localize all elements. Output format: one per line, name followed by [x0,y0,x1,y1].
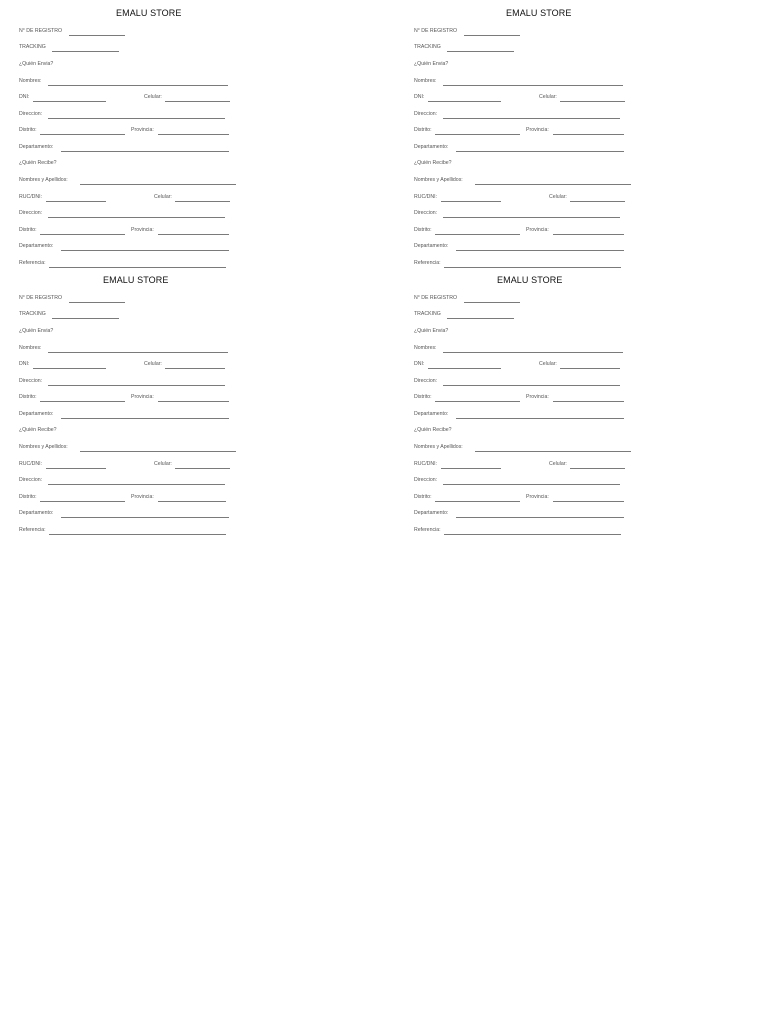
label-nombres-apellidos: Nombres y Apellidos: [19,444,68,450]
label-tracking: TRACKING [19,311,46,317]
label-distrito: Distrito: [19,494,37,500]
label-direccion: Direccion: [19,111,43,117]
input-line-provincia[interactable] [553,234,624,235]
card-title: EMALU STORE [506,8,572,18]
label-dni: DNI: [414,361,425,367]
card-title: EMALU STORE [116,8,182,18]
input-line-nombres-apellidos[interactable] [475,184,631,185]
label-nombres: Nombres: [19,78,42,84]
field-tracking [414,44,654,54]
input-line-direccion[interactable] [48,118,225,119]
input-line-distrito[interactable] [40,401,125,402]
label-departamento: Departamento: [19,411,54,417]
section-quien-envia [414,61,654,71]
label-tracking: TRACKING [19,44,46,50]
field-direccion [414,111,654,121]
input-line-ruc-dni[interactable] [46,468,106,469]
input-line-ruc-dni[interactable] [441,201,501,202]
field-departamento [414,144,654,154]
label-distrito: Distrito: [19,127,37,133]
label-nombres: Nombres: [19,345,42,351]
field-dni-celular [414,94,654,104]
label-celular: Celular: [539,94,557,100]
input-line-dni[interactable] [33,368,106,369]
field-departamento [414,510,654,520]
input-line-nombres[interactable] [48,85,228,86]
card-title: EMALU STORE [497,275,563,285]
field-dni-celular [19,361,259,371]
label-registro: N° DE REGISTRO [19,295,63,301]
label-referencia: Referencia: [414,527,441,533]
field-nombres-apellidos [19,177,259,187]
label-provincia: Provincia: [526,494,549,500]
field-nombres [19,345,259,355]
input-line-departamento[interactable] [61,250,229,251]
input-line-provincia[interactable] [158,134,229,135]
label-dni: DNI: [19,361,30,367]
field-referencia [414,260,654,270]
label-quien-recibe: ¿Quién Recibe? [414,427,452,433]
field-ruc-celular [19,461,259,471]
label-registro: N° DE REGISTRO [19,28,63,34]
field-ruc-celular [414,461,654,471]
field-distrito-provincia [414,394,654,404]
label-quien-envia: ¿Quién Envia? [414,328,449,334]
label-nombres: Nombres: [414,78,437,84]
input-line-nombres-apellidos[interactable] [475,451,631,452]
input-line-distrito[interactable] [40,501,125,502]
field-direccion [19,477,259,487]
field-departamento [19,144,259,154]
input-line-departamento[interactable] [61,151,229,152]
input-line-direccion[interactable] [443,385,620,386]
input-line-referencia[interactable] [444,534,621,535]
input-line-direccion[interactable] [443,118,620,119]
label-ruc-dni: RUC/DNI: [414,194,438,200]
section-quien-recibe [19,160,259,170]
field-nombres [414,78,654,88]
field-dni-celular [19,94,259,104]
field-distrito-provincia [19,494,259,504]
input-line-celular[interactable] [560,101,625,102]
label-referencia: Referencia: [19,527,46,533]
input-line-nombres[interactable] [443,85,623,86]
label-celular: Celular: [549,194,567,200]
input-line-departamento[interactable] [456,418,624,419]
field-nombres-apellidos [414,177,654,187]
label-nombres-apellidos: Nombres y Apellidos: [414,177,463,183]
label-distrito: Distrito: [19,394,37,400]
label-nombres-apellidos: Nombres y Apellidos: [19,177,68,183]
label-direccion: Direccion: [19,378,43,384]
label-direccion: Direccion: [19,210,43,216]
label-nombres-apellidos: Nombres y Apellidos: [414,444,463,450]
input-line-direccion[interactable] [48,385,225,386]
field-nombres-apellidos [414,444,654,454]
field-registro [19,295,259,305]
field-nombres [414,345,654,355]
label-ruc-dni: RUC/DNI: [19,461,43,467]
input-line-distrito[interactable] [435,134,520,135]
label-departamento: Departamento: [19,510,54,516]
input-line-provincia[interactable] [158,234,229,235]
label-provincia: Provincia: [131,127,154,133]
label-distrito: Distrito: [19,227,37,233]
field-departamento [19,243,259,253]
field-distrito-provincia [414,494,654,504]
label-departamento: Departamento: [414,144,449,150]
field-tracking [19,44,259,54]
input-line-registro[interactable] [464,302,520,303]
field-registro [19,28,259,38]
field-tracking [414,311,654,321]
label-celular: Celular: [144,94,162,100]
label-departamento: Departamento: [414,411,449,417]
label-quien-envia: ¿Quién Envia? [19,328,54,334]
label-provincia: Provincia: [131,227,154,233]
input-line-registro[interactable] [464,35,520,36]
input-line-provincia[interactable] [553,134,624,135]
field-referencia [19,527,259,537]
label-direccion: Direccion: [414,477,438,483]
input-line-nombres[interactable] [443,352,623,353]
label-quien-recibe: ¿Quién Recibe? [19,427,57,433]
label-dni: DNI: [19,94,30,100]
input-line-celular[interactable] [570,201,625,202]
label-registro: N° DE REGISTRO [414,295,458,301]
field-direccion [19,210,259,220]
label-dni: DNI: [414,94,425,100]
label-tracking: TRACKING [414,44,441,50]
field-departamento [19,411,259,421]
field-departamento [414,411,654,421]
field-ruc-celular [414,194,654,204]
input-line-registro[interactable] [69,35,125,36]
input-line-distrito[interactable] [40,234,125,235]
input-line-provincia[interactable] [158,501,226,502]
field-distrito-provincia [19,227,259,237]
section-quien-envia [414,328,654,338]
label-ruc-dni: RUC/DNI: [414,461,438,467]
label-referencia: Referencia: [414,260,441,266]
field-direccion [414,477,654,487]
field-distrito-provincia [19,394,259,404]
field-distrito-provincia [19,127,259,137]
field-dni-celular [414,361,654,371]
input-line-direccion[interactable] [443,484,620,485]
label-provincia: Provincia: [526,394,549,400]
section-quien-envia [19,61,259,71]
label-celular: Celular: [539,361,557,367]
label-nombres: Nombres: [414,345,437,351]
field-direccion [414,378,654,388]
input-line-departamento[interactable] [456,517,624,518]
input-line-provincia[interactable] [553,401,624,402]
field-direccion [19,111,259,121]
input-line-provincia[interactable] [553,501,624,502]
field-registro [414,28,654,38]
input-line-ruc-dni[interactable] [46,201,106,202]
field-departamento [414,243,654,253]
field-tracking [19,311,259,321]
field-direccion [414,210,654,220]
section-quien-recibe [19,427,259,437]
label-direccion: Direccion: [19,477,43,483]
label-direccion: Direccion: [414,210,438,216]
field-referencia [19,260,259,270]
input-line-registro[interactable] [69,302,125,303]
label-direccion: Direccion: [414,111,438,117]
section-quien-recibe [414,427,654,437]
input-line-departamento[interactable] [61,517,229,518]
input-line-direccion[interactable] [48,217,225,218]
input-line-celular[interactable] [165,368,225,369]
input-line-distrito[interactable] [435,401,520,402]
input-line-dni[interactable] [33,101,106,102]
field-nombres [19,78,259,88]
input-line-nombres-apellidos[interactable] [80,184,236,185]
input-line-celular[interactable] [165,101,230,102]
label-departamento: Departamento: [19,243,54,249]
field-referencia [414,527,654,537]
input-line-celular[interactable] [570,468,625,469]
label-quien-envia: ¿Quién Envia? [414,61,449,67]
label-provincia: Provincia: [526,227,549,233]
label-distrito: Distrito: [414,494,432,500]
section-quien-envia [19,328,259,338]
field-direccion [19,378,259,388]
label-distrito: Distrito: [414,394,432,400]
input-line-celular[interactable] [560,368,620,369]
label-ruc-dni: RUC/DNI: [19,194,43,200]
input-line-tracking[interactable] [52,51,119,52]
card-title: EMALU STORE [103,275,169,285]
field-distrito-provincia [414,227,654,237]
input-line-dni[interactable] [428,368,501,369]
field-ruc-celular [19,194,259,204]
input-line-tracking[interactable] [52,318,119,319]
label-quien-recibe: ¿Quién Recibe? [414,160,452,166]
field-distrito-provincia [414,127,654,137]
input-line-distrito[interactable] [435,234,520,235]
label-provincia: Provincia: [131,494,154,500]
input-line-direccion[interactable] [48,484,225,485]
label-provincia: Provincia: [526,127,549,133]
input-line-nombres[interactable] [48,352,228,353]
field-nombres-apellidos [19,444,259,454]
label-quien-recibe: ¿Quién Recibe? [19,160,57,166]
input-line-referencia[interactable] [49,267,226,268]
input-line-departamento[interactable] [456,250,624,251]
label-direccion: Direccion: [414,378,438,384]
label-distrito: Distrito: [414,127,432,133]
input-line-celular[interactable] [175,201,230,202]
input-line-departamento[interactable] [456,151,624,152]
input-line-ruc-dni[interactable] [441,468,501,469]
input-line-distrito[interactable] [40,134,125,135]
section-quien-recibe [414,160,654,170]
input-line-departamento[interactable] [61,418,229,419]
input-line-referencia[interactable] [444,267,621,268]
label-departamento: Departamento: [414,510,449,516]
label-celular: Celular: [154,194,172,200]
label-celular: Celular: [154,461,172,467]
input-line-referencia[interactable] [49,534,226,535]
label-celular: Celular: [549,461,567,467]
label-distrito: Distrito: [414,227,432,233]
label-celular: Celular: [144,361,162,367]
input-line-provincia[interactable] [158,401,229,402]
label-departamento: Departamento: [414,243,449,249]
input-line-direccion[interactable] [443,217,620,218]
label-tracking: TRACKING [414,311,441,317]
input-line-celular[interactable] [175,468,230,469]
input-line-nombres-apellidos[interactable] [80,451,236,452]
input-line-dni[interactable] [428,101,501,102]
label-referencia: Referencia: [19,260,46,266]
input-line-distrito[interactable] [435,501,520,502]
label-quien-envia: ¿Quién Envia? [19,61,54,67]
field-departamento [19,510,259,520]
label-departamento: Departamento: [19,144,54,150]
input-line-tracking[interactable] [447,51,514,52]
input-line-tracking[interactable] [447,318,514,319]
label-registro: N° DE REGISTRO [414,28,458,34]
label-provincia: Provincia: [131,394,154,400]
field-registro [414,295,654,305]
